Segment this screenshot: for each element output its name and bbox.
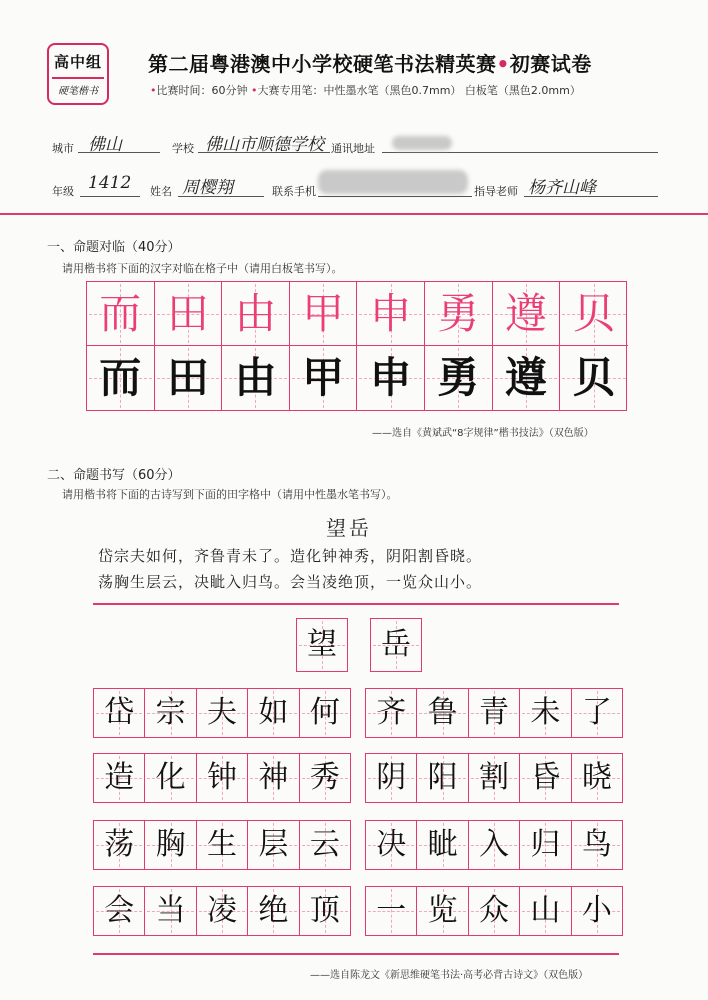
written-char: 山 — [530, 893, 561, 928]
copy-cell[interactable] — [155, 346, 223, 410]
badge-divider — [52, 77, 104, 79]
copy-grid — [86, 281, 627, 411]
poem-line: 荡胸生层云，决眦入归鸟。会当凌绝顶，一览众山小。 — [98, 573, 483, 591]
subtitle-dot-1: • — [150, 84, 157, 97]
written-char: 钟 — [207, 760, 238, 795]
written-char: 晓 — [581, 760, 612, 795]
redacted-address — [392, 136, 452, 150]
copy-cell[interactable] — [560, 346, 628, 410]
grade-label: 年级 — [52, 185, 74, 198]
copy-cell[interactable] — [493, 346, 561, 410]
address-label: 通讯地址 — [331, 142, 375, 155]
model-cell — [357, 282, 425, 346]
written-char: 决 — [376, 827, 407, 862]
written-char: 鸟 — [581, 827, 612, 862]
title-cell[interactable] — [370, 618, 422, 672]
written-char: 览 — [427, 893, 458, 928]
copied-char: 勇 — [437, 353, 480, 402]
written-title-char: 望 — [307, 627, 337, 662]
badge-bottom-text: 硬笔楷书 — [58, 86, 98, 97]
name-value[interactable]: 周樱翔 — [182, 178, 233, 198]
poem-line: 岱宗夫如何，齐鲁青未了。造化钟神秀，阴阳割昏晓。 — [98, 547, 483, 565]
teacher-underline — [524, 196, 658, 197]
writing-row[interactable] — [365, 753, 623, 803]
redacted-phone — [318, 170, 468, 194]
model-cell — [87, 282, 155, 346]
title-dot: • — [496, 52, 510, 76]
model-cell — [222, 282, 290, 346]
writing-bottom-divider — [93, 953, 619, 955]
section2-instruction: 请用楷书将下面的古诗写到下面的田字格中（请用中性墨水笔书写）。 — [62, 488, 398, 501]
written-char: 齐 — [376, 695, 407, 730]
copy-cell[interactable] — [87, 346, 155, 410]
grade-underline — [80, 196, 140, 197]
writing-top-divider — [93, 603, 619, 605]
written-char: 昏 — [530, 760, 561, 795]
written-char: 未 — [530, 695, 561, 730]
grade-value[interactable]: 1412 — [88, 173, 132, 193]
model-cell — [155, 282, 223, 346]
exam-subtitle — [150, 82, 581, 98]
written-char: 神 — [258, 760, 289, 795]
city-label: 城市 — [52, 142, 74, 155]
writing-row[interactable] — [365, 688, 623, 738]
model-cell — [560, 282, 628, 346]
model-char: 贝 — [572, 288, 615, 338]
copy-cell[interactable] — [222, 346, 290, 410]
model-char: 甲 — [302, 288, 345, 338]
teacher-label: 指导老师 — [474, 185, 518, 198]
written-char: 生 — [207, 827, 238, 862]
written-char: 会 — [104, 893, 135, 928]
written-char: 眦 — [427, 827, 458, 862]
written-char: 绝 — [258, 893, 289, 928]
model-char: 由 — [234, 288, 277, 338]
name-label: 姓名 — [150, 185, 172, 198]
writing-row[interactable] — [365, 820, 623, 870]
phone-label: 联系手机 — [272, 185, 316, 198]
address-underline[interactable] — [382, 152, 658, 153]
writing-row[interactable] — [365, 886, 623, 936]
model-char: 遵 — [504, 288, 547, 338]
written-char: 胸 — [155, 827, 186, 862]
city-underline — [78, 152, 160, 153]
written-char: 何 — [309, 695, 340, 730]
exam-title-tail: 初赛试卷 — [509, 52, 592, 76]
written-char: 阳 — [427, 760, 458, 795]
copy-cell[interactable] — [425, 346, 493, 410]
phone-underline[interactable] — [318, 196, 472, 197]
section1-instruction: 请用楷书将下面的汉字对临在格子中（请用白板笔书写）。 — [62, 262, 343, 275]
city-value[interactable]: 佛山 — [88, 135, 122, 155]
copy-cell[interactable] — [290, 346, 358, 410]
poem-title: 望岳 — [326, 516, 372, 540]
written-title-char: 岳 — [381, 627, 411, 662]
copied-char: 田 — [166, 353, 209, 402]
written-char: 一 — [376, 893, 407, 928]
written-char: 割 — [479, 760, 510, 795]
section1-heading: 一、命题对临（40分） — [47, 240, 181, 255]
written-char: 小 — [581, 893, 612, 928]
name-underline — [178, 196, 264, 197]
model-char: 而 — [99, 288, 142, 338]
title-cell[interactable] — [296, 618, 348, 672]
exam-pens: 大赛专用笔：中性墨水笔（黑色0.7mm） 白板笔（黑色2.0mm） — [257, 84, 581, 97]
model-char: 田 — [166, 288, 209, 338]
teacher-value[interactable]: 杨齐山峰 — [528, 178, 596, 198]
written-char: 荡 — [104, 827, 135, 862]
written-char: 青 — [479, 695, 510, 730]
written-char: 入 — [479, 827, 510, 862]
school-label: 学校 — [172, 142, 194, 155]
written-char: 宗 — [155, 695, 186, 730]
written-char: 层 — [258, 827, 289, 862]
written-char: 秀 — [309, 760, 340, 795]
model-cell — [290, 282, 358, 346]
written-char: 凌 — [207, 893, 238, 928]
writing-row[interactable] — [93, 820, 351, 870]
written-char: 如 — [258, 695, 289, 730]
model-cell — [425, 282, 493, 346]
copied-char: 申 — [369, 353, 412, 402]
copied-char: 遵 — [504, 353, 547, 402]
section1-source: ——选自《黄斌武“8字规律”楷书技法》（双色版） — [372, 428, 594, 439]
header-divider — [0, 213, 708, 215]
copy-cell[interactable] — [357, 346, 425, 410]
copied-char: 甲 — [302, 353, 345, 402]
copied-char: 由 — [234, 353, 277, 402]
writing-row[interactable] — [93, 886, 351, 936]
school-value[interactable]: 佛山市顺德学校 — [205, 135, 324, 155]
group-badge — [47, 43, 109, 105]
written-char: 岱 — [104, 695, 135, 730]
copied-char: 贝 — [572, 353, 615, 402]
subtitle-dot-2: • — [251, 84, 258, 97]
written-char: 当 — [155, 893, 186, 928]
written-char: 云 — [309, 827, 340, 862]
writing-row[interactable] — [93, 688, 351, 738]
model-cell — [493, 282, 561, 346]
written-char: 了 — [581, 695, 612, 730]
written-char: 鲁 — [427, 695, 458, 730]
written-char: 顶 — [309, 893, 340, 928]
written-char: 归 — [530, 827, 561, 862]
written-char: 夫 — [207, 695, 238, 730]
section2-source: ——选自陈龙文《新思维硬笔书法·高考必背古诗文》（双色版） — [310, 970, 589, 981]
written-char: 众 — [479, 893, 510, 928]
exam-time: 比赛时间：60分钟 — [156, 84, 248, 97]
written-char: 阴 — [376, 760, 407, 795]
model-char: 申 — [369, 288, 412, 338]
written-char: 造 — [104, 760, 135, 795]
section2-heading: 二、命题书写（60分） — [47, 468, 181, 483]
exam-title-main: 第二届粤港澳中小学校硬笔书法精英赛 — [148, 52, 497, 76]
copied-char: 而 — [99, 353, 142, 402]
badge-top-text: 高中组 — [53, 53, 102, 71]
written-char: 化 — [155, 760, 186, 795]
exam-title — [148, 48, 592, 77]
school-underline — [198, 152, 330, 153]
model-char: 勇 — [437, 288, 480, 338]
writing-row[interactable] — [93, 753, 351, 803]
